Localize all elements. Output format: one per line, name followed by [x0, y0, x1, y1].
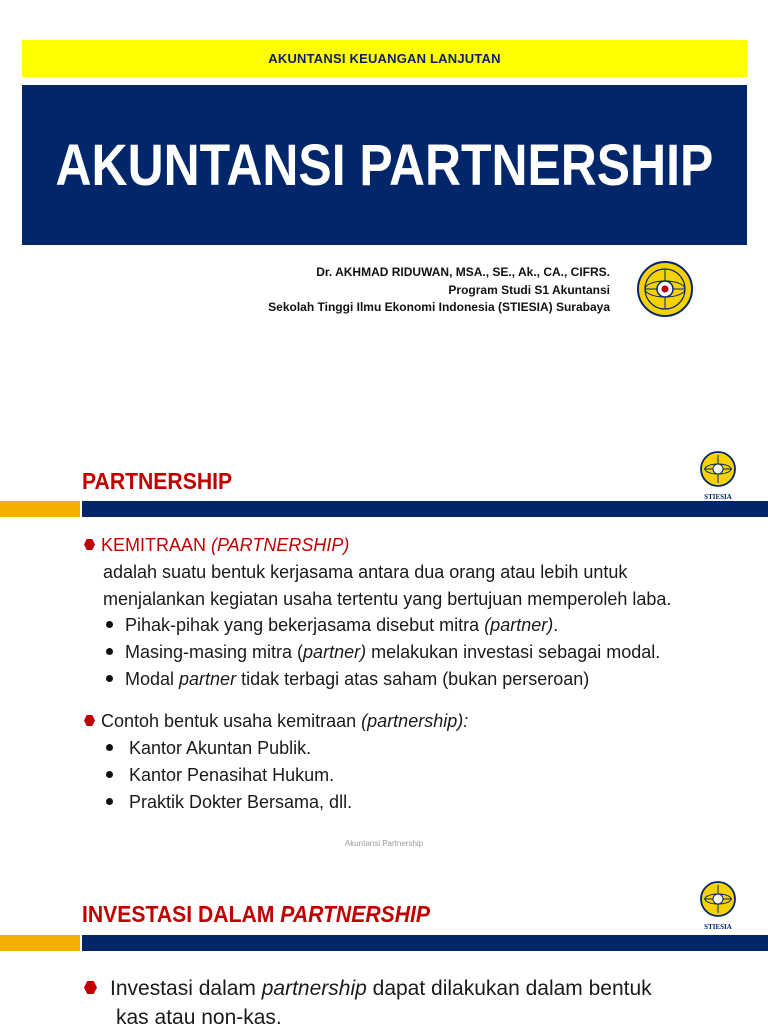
- stiesia-small-logo: [697, 450, 739, 500]
- title-panel: [22, 85, 747, 245]
- logo-caption: STIESIA: [704, 493, 732, 501]
- bullet-investasi: Investasi dalam partnership dapat dilakukan dalam bentuk: [84, 977, 652, 1001]
- definition-line-1: adalah suatu bentuk kerjasama antara dua orang atau lebih untuk: [103, 562, 628, 582]
- slide-footer: Akuntansi Partnership: [344, 839, 424, 848]
- dot-bullet-icon: [106, 675, 113, 682]
- example-item: Kantor Penasihat Hukum.: [106, 765, 334, 786]
- hexagon-bullet-icon: [84, 981, 97, 994]
- navy-bar: [82, 501, 768, 517]
- example-item: Praktik Dokter Bersama, dll.: [106, 792, 352, 813]
- stiesia-small-logo-icon: [697, 880, 739, 918]
- author-name: Dr. AKHMAD RIDUWAN, MSA., SE., Ak., CA., CIFRS.: [316, 265, 610, 279]
- definition-line-2: menjalankan kegiatan usaha tertentu yang bertujuan memperoleh laba.: [103, 589, 672, 609]
- stiesia-small-logo: [697, 880, 739, 930]
- dot-bullet-icon: [106, 798, 113, 805]
- bullet-contoh: Contoh bentuk usaha kemitraan (partnership):: [84, 711, 468, 732]
- investasi-line-2: kas atau non-kas.: [116, 1006, 282, 1029]
- section-title-partnership: PARTNERSHIP: [82, 468, 233, 494]
- bullet-kemitraan: KEMITRAAN (PARTNERSHIP): [84, 535, 349, 556]
- sub-bullet-2: Masing-masing mitra (partner) melakukan investasi sebagai modal.: [106, 642, 660, 663]
- navy-bar: [82, 935, 768, 951]
- hexagon-bullet-icon: [84, 715, 95, 726]
- dot-bullet-icon: [106, 771, 113, 778]
- author-block: [268, 264, 610, 317]
- stiesia-small-logo-icon: [697, 450, 739, 488]
- sub-bullet-1: Pihak-pihak yang bekerjasama disebut mitra (partner).: [106, 615, 558, 636]
- logo-caption: STIESIA: [704, 923, 732, 931]
- stiesia-logo-icon: [637, 261, 693, 317]
- example-item: Kantor Akuntan Publik.: [106, 738, 311, 759]
- dot-bullet-icon: [106, 648, 113, 655]
- author-program: Program Studi S1 Akuntansi: [448, 282, 610, 297]
- dot-bullet-icon: [106, 744, 113, 751]
- main-title: AKUNTANSI PARTNERSHIP: [55, 132, 714, 198]
- orange-bar: [0, 501, 80, 517]
- top-banner: AKUNTANSI KEUANGAN LANJUTAN: [22, 40, 747, 77]
- dot-bullet-icon: [106, 621, 113, 628]
- sub-bullet-3: Modal partner tidak terbagi atas saham (bukan perseroan): [106, 669, 589, 690]
- section-title-investasi: INVESTASI DALAM PARTNERSHIP: [82, 901, 431, 927]
- orange-bar: [0, 935, 80, 951]
- author-institution: Sekolah Tinggi Ilmu Ekonomi Indonesia (STIESIA) Surabaya: [268, 300, 610, 314]
- hexagon-bullet-icon: [84, 539, 95, 550]
